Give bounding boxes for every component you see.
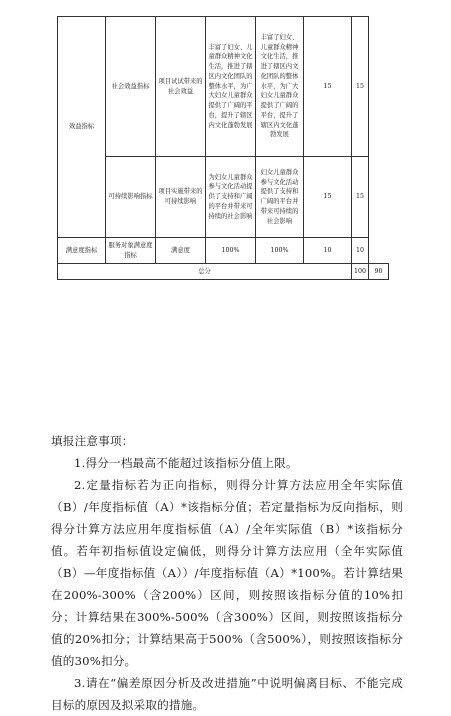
note-item-2: 2.定量指标若为正向指标，则得分计算方法应用全年实际值（B）/年度指标值（A）*该指标分值；若定量指标为反向指标，则得分计算方法应用年度指标值（A）/全年实际值（B）*该指标分值。若年初指标值设定偏低，则得分计算方法应用（全年实际值（B）—年度指标值（A））/年度指标值（A）*100%。若计算结果在200%-300%（含200%）区间，则按照该指标分值的10%扣分；计算结果在300%-500%（含300%）区间，则按照该指标分值的20%扣分；计算结果高于500%（含500%），则按照该指标分值的30%扣分。 [51,478,403,668]
table-row [58,17,389,157]
total-weight: 100 [352,264,369,280]
score-cell: 15 [352,157,369,238]
target-cell: 丰富了妇女、儿童群众精神文化生活，推进了辖区内文化团队的整体水平，为广大妇女儿童群众提供了广阔的平台，提升了辖区内文化蓬勃发展 [206,17,256,157]
total-label: 总分 [58,264,352,280]
target-cell: 为妇女儿童群众参与文化活动提供了支持和广阔的平台并带来可持续的社会影响 [206,157,256,238]
total-row [58,264,389,280]
weight-cell: 15 [304,17,352,157]
actual-cell: 妇女儿童群众参与文化活动提供了支持和广阔的平台并带来可持续的社会影响 [256,157,304,238]
total-score: 90 [369,264,389,280]
note-item-3: 3.请在“偏差原因分析及改进措施”中说明偏离目标、不能完成目标的原因及拟采取的措施。 [51,676,403,712]
level2-cell: 服务对象满意度指标 [106,238,156,264]
level1-cell: 满意度指标 [58,238,106,264]
level3-cell: 满意度 [156,238,206,264]
weight-cell: 15 [304,157,352,238]
level2-cell: 可持续影响指标 [106,157,156,238]
notes-section [51,430,403,716]
level3-cell: 项目实施带来的可持续影响 [156,157,206,238]
performance-table [57,16,389,280]
target-cell: 100% [206,238,256,264]
actual-cell: 丰富了妇女、儿童群众精神文化生活，推进了辖区内文化团队的整体水平，为广大妇女儿童群众提供了广阔的平台，提升了辖区内文化蓬勃发展 [256,17,304,157]
table-row [58,238,389,264]
weight-cell: 10 [304,238,352,264]
actual-cell: 100% [256,238,304,264]
note-item-1: 1.得分一档最高不能超过该指标分值上限。 [74,456,298,470]
level3-cell: 项目试试带来的社会效益 [156,17,206,157]
score-cell: 10 [352,238,369,264]
score-cell: 15 [352,17,369,157]
level2-cell: 社会效益指标 [106,17,156,157]
notes-heading: 填报注意事项： [51,434,134,448]
table-row [58,157,389,238]
level1-cell: 效益指标 [58,17,106,238]
